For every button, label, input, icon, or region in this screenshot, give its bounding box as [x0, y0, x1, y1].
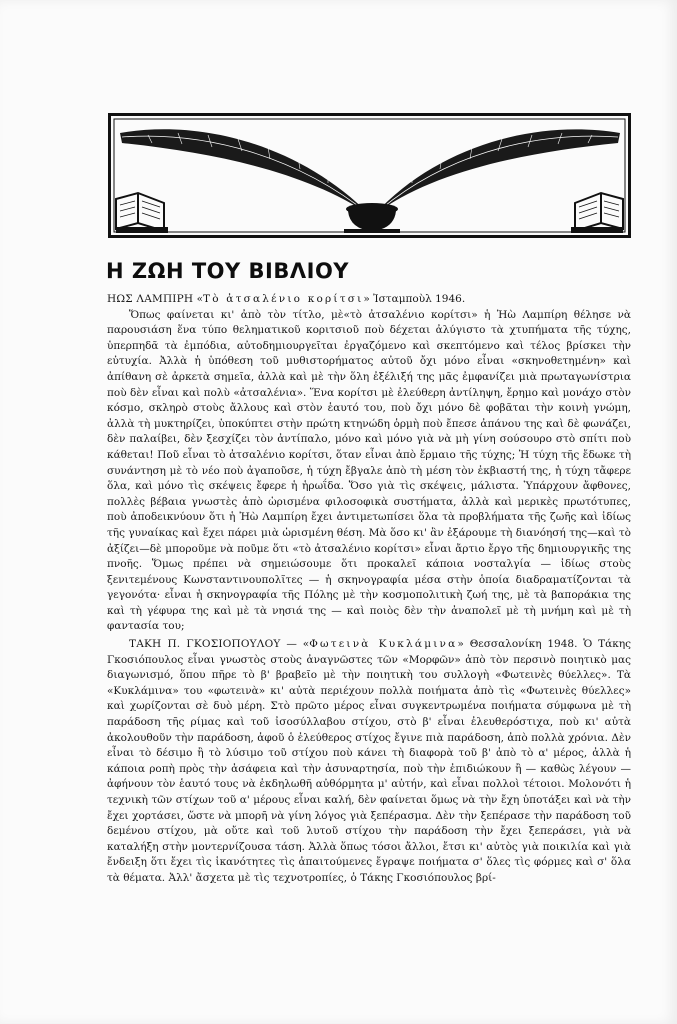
- review-author: ΗΩΣ ΛΑΜΠΙΡΗ: [107, 293, 194, 305]
- section-title: Η ΖΩΗ ΤΟΥ ΒΙΒΛΙΟΥ: [106, 259, 349, 283]
- review-book-title: Φωτεινὰ Κυκλάμινα: [309, 638, 458, 651]
- review-body: Ὅπως φαίνεται κι' ἀπὸ τὸν τίτλο, μὲ«τὸ ἀτσαλένιο κορίτσι» ἡ Ἠὼ Λαμπίρη θέλησε νὰ παρουσιάση ἕνα τύπο θεληματικοῦ κοριτσιοῦ ποὺ δέχεται ἀλύγιστο τὰ χτυπήματα τῆς τύχης, ὑπερπηδᾶ τὰ ἐμπόδια, αὐτοδημιουργεῖται ἐργαζόμενο καὶ σκεπτόμενο καὶ τέλος βρίσκει τὴν εὐτυχία. Ἀλλὰ ἡ ὑπόθεση τοῦ μυθιστορήματος αὐτοῦ ὄχι μόνο εἶναι «σκηνοθετημένη» καὶ ἀπίθανη σὲ ἀρκετὰ σημεῖα, ἀλλὰ καὶ μὲ τὴν ὅλη ἐξέλιξή της μᾶς ἐμφανίζει μιὰ πρωταγωνίστρια ποὺ δὲν εἶναι καὶ πολὺ «ἀτσαλένια». Ἕνα κορίτσι μὲ ἐλεύθερη ἀντίληψη, ἔρημο καὶ μονάχο στὸν κόσμο, σκληρὸ στοὺς ἄλλους καὶ στὸν ἑαυτό του, ποὺ ὄχι μόνο δὲ φοβᾶται τὴν κοινὴ γνώμη, ἀλλὰ τὴ μυκτηρίζει, ὑποκύπτει στὴν πρώτη κτηνώδη ὁρμὴ ποὺ ἔπεσε ἀπάνου της καὶ δὲ φωνάζει, δὲν παλαίβει, δὲν ξεσχίζει τὸν ἀντίπαλο, μόνο καὶ μόνο γιὰ νὰ μὴ γίνη σούσουρο στὸ σπίτι ποὺ κάθεται! Ποῦ εἶναι τὸ ἀτσαλένιο κορίτσι, ὅταν εἶναι ἀπὸ ἔρμαιο τῆς τύχης; Ἡ τύχη τῆς ἔδωκε τὴ συνάντηση μὲ τὸ νέο ποὺ ἀγαποῦσε, ἡ τύχη ἔβγαλε ἀπὸ τὴ μέση τὸν ἐκβιαστή της, ἡ τύχη τἄφερε ὅλα, καὶ μόνο τὶς σκέψεις ἔφερε ἡ ἡρωΐδα. Ὅσο γιὰ τὶς σκέψεις, μάλιστα. Ὑπάρχουν ἄφθονες, πολλὲς βέβαια γνωστὲς ἀπὸ ὡρισμένα φιλοσοφικὰ συστήματα, ἀλλὰ καὶ μερικὲς πρωτότυπες, ποὺ ἀποδεικνύουν ὅτι ἡ Ἠὼ Λαμπίρη ἔχει ἀντιμετωπίσει ὅλα τὰ προβλήματα τῆς ζωῆς καὶ ἰδίως τῆς γυναίκας καὶ ἔχει πάρει μιὰ ὡρισμένη θέση. Μὰ ὅσο κι' ἂν ἐξάρουμε τὴ διανόησή της—καὶ τὸ ἀξίζει—δὲ μποροῦμε νὰ ποῦμε ὅτι «τὸ ἀτσαλένιο κορίτσι» εἶναι ἄρτιο ἔργο τῆς δημιουργικῆς της πνοῆς. Ὅμως πρέπει νὰ σημειώσουμε ὅτι προκαλεῖ κάποια νοσταλγία — ἰδίως στοὺς ξενιτεμένους Κωνσταντινουπολῖτες — ἡ σκηνογραφία μέσα στὴν ὁποία διαδραματίζονται τὰ γεγονότα· εἶναι ἡ σκηνογραφία τῆς Πόλης μὲ τὴν κοσμοπολιτικὴ ζωή της, μὲ τὰ βαποράκια της καὶ τὴ γέφυρα της καὶ μὲ τὰ νησιά της — καὶ ποιὸς δὲν τὴν ἀναπολεῖ μὲ τὴ μνήμη καὶ μὲ τὴ φαντασία του;: [107, 308, 631, 633]
- review-place-year: Ἰσταμποὺλ 1946.: [373, 293, 466, 305]
- quote-open: — «: [280, 638, 310, 651]
- review-place-year: Θεσσαλονίκη 1948.: [469, 638, 578, 651]
- review-body: Ὁ Τάκης Γκοσιόπουλος εἶναι γνωστὸς στοὺς ἀναγνῶστες τῶν «Μορφῶν» ἀπὸ τὸν περσινὸ ποιητικὸ μας διαγωνισμό, ὅπου πῆρε τὸ β' βραβεῖο μὲ τὴν ποιητικὴ του συλλογὴ «Φωτεινὲς θύελλες». Τὰ «Κυκλάμινα» του «φωτεινὰ» κι' αὐτὰ περιέχουν πολλὰ ποιήματα ἀπὸ τὶς «Φωτεινὲς θύελλες» καὶ χωρίζονται σὲ δυὸ μέρη. Στὸ πρῶτο μέρος εἶναι συγκεντρωμένα ποιήματα σύμφωνα μὲ τὴ παράδοση τῆς ρίμας καὶ τοῦ ἰσοσύλλαβου στίχου, στὸ β' εἶναι ἐλευθερόστιχα, ποὺ κι' αὐτὰ ἀκολουθοῦν τὴν παράδοση, ἀφοῦ ὁ ἐλεύθερος στίχος ἔγινε πιὰ παράδοση, ἀπὸ πολλὰ χρόνια. Δὲν εἶναι τὸ δέσιμο ἢ τὸ λύσιμο τοῦ στίχου ποὺ κάνει τὴ διαφορὰ τοῦ β' ἀπὸ τὸ α' μέρος, ἀλλὰ ἡ κάποια ροπὴ πρὸς τὴν ἀσάφεια καὶ τὴν ἀσυναρτησία, ποὺ τὴν ἐπιδιώκουν ἢ — καθὼς λέγουν — ἀφήνουν τὸν ἑαυτό τους νὰ ἐκδηλωθῆ αὐθόρμητα μ' αὐτήν, καὶ εἶναι πολλοὶ τέτοιοι. Μολονότι ἡ τεχνικὴ τῶν στίχων τοῦ α' μέρους εἶναι καλή, δὲν φαίνεται ὅμως νὰ τὴν ἔχη ὑποτάξει καὶ νὰ τὴν ἔχει χορτάσει, ὥστε νὰ μπορῆ νὰ γίνη λόγος γιὰ ξεπέρασμα. Δὲν τὴν ξεπέρασε τὴν παράδοση τοῦ δεμένου στίχου, μὰ οὔτε καὶ τοῦ λυτοῦ στίχου τὴν παράδοση τὴν ἔχει ξεπεράσει, γιὰ νὰ καταλήξη στὴν μοντερνίζουσα τάση. Ἀλλὰ ὅπως τόσοι ἄλλοι, ἔτσι κι' αὐτὸς γιὰ ποικιλία καὶ γιὰ ἔνδειξη ὅτι ἔχει τὶς ἱκανότητες τὶς ἀπαιτούμενες ἔγραψε ποιήματα σ' ὅλες τὶς φόρμες καὶ σ' ὅλα τὰ θέματα. Ἀλλ' ἄσχετα μὲ τὶς τεχνοτροπίες, ὁ Τάκης Γκοσιόπουλος βρί-: [107, 638, 631, 884]
- review-entry: [107, 637, 631, 887]
- quill-and-books-icon: [108, 113, 631, 238]
- review-heading: [107, 637, 631, 887]
- review-heading: [107, 292, 631, 308]
- review-entry: [107, 292, 631, 635]
- reviews-column: [107, 292, 631, 887]
- quote-close: »: [363, 293, 374, 305]
- review-book-title: Τὸ ἀτσαλένιο κορίτσι: [203, 293, 364, 305]
- review-author: ΤΑΚΗ Π. ΓΚΟΣΙΟΠΟΥΛΟΥ: [129, 638, 281, 651]
- quote-open: «: [193, 293, 204, 305]
- header-illustration: [108, 113, 631, 238]
- quote-close: »: [457, 638, 470, 651]
